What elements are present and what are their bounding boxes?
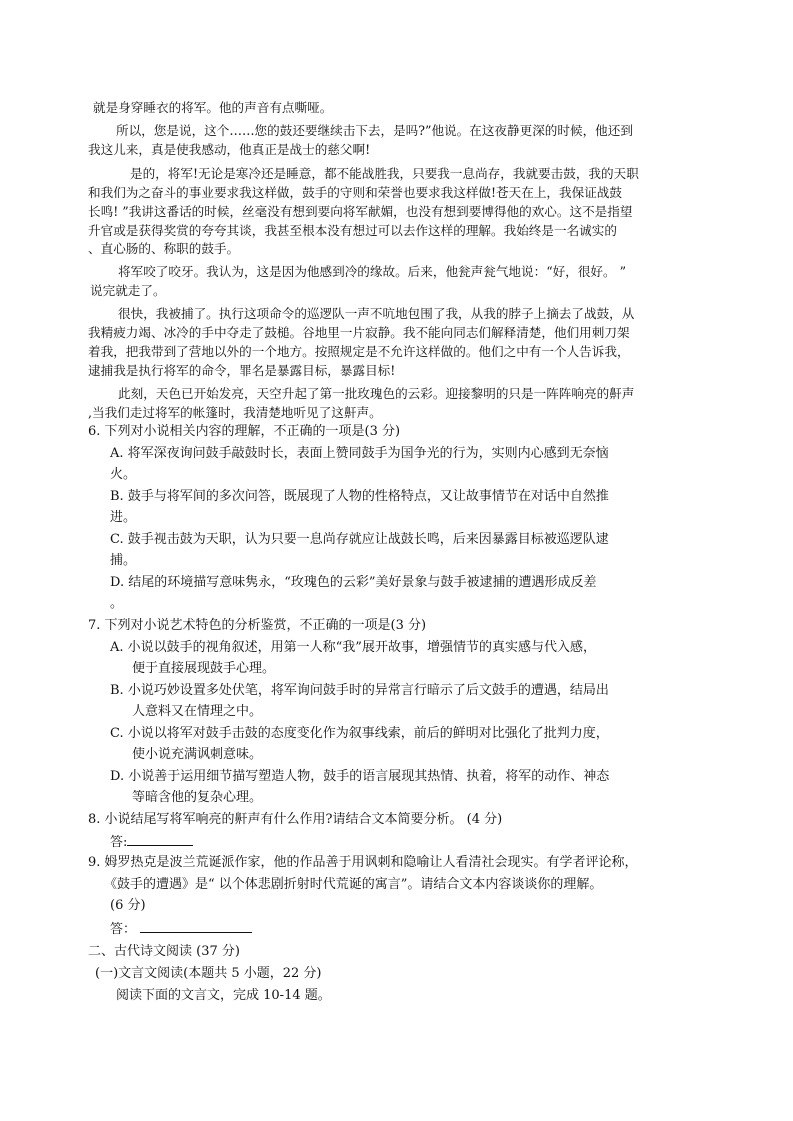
passage-line: 就是身穿睡衣的将军。他的声音有点嘶哑。 <box>93 100 333 115</box>
subsection-title: (一)文言文阅读(本题共 5 小题，22 分) <box>95 966 322 981</box>
q6-option-c: C. 鼓手视击鼓为天职，认为只要一息尚存就应让战鼓长鸣，后来因暴露目标被巡逻队逮 <box>110 532 609 547</box>
passage-line: 我这儿来，真是使我感动，他真正是战士的慈父啊! <box>88 142 371 157</box>
passage-line: 我精疲力竭、冰冷的手中夺走了鼓槌。谷地里一片寂静。我不能向同志们解释清楚，他们用刺刀架 <box>88 325 630 340</box>
q6-option-b: B. 鼓手与将军间的多次问答，既展现了人物的性格特点，又让故事情节在对话中自然推 <box>110 489 609 504</box>
q6-option-c-cont: 捕。 <box>110 553 137 568</box>
passage-line: 升官或是获得奖赏的夸夸其谈，我甚至根本没有想过可以去作这样的理解。我始终是一名诚实的 <box>88 223 617 238</box>
answer-blank[interactable] <box>140 918 252 933</box>
question-9-stem-cont: 《鼓手的遭遇》是“ 以个体悲剧折射时代荒诞的寓言”。请结合文本内容谈谈你的理解。 <box>104 877 603 892</box>
passage-line: ,当我们走过将军的帐篷时，我清楚地听见了这鼾声。 <box>88 405 382 420</box>
q7-option-c: C. 小说以将军对鼓手击鼓的态度变化作为叙事线索，前后的鲜明对比强化了批判力度， <box>110 726 609 741</box>
answer-blank[interactable] <box>127 831 193 846</box>
passage-line: 说完就走了。 <box>90 283 166 298</box>
question-6-stem: 6. 下列对小说相关内容的理解，不正确的一项是(3 分) <box>88 424 401 439</box>
q8-answer-line[interactable] <box>110 831 193 853</box>
q7-option-b-cont: 人意料又在情理之中。 <box>132 704 263 719</box>
section-title: 二、古代诗文阅读 (37 分) <box>88 944 240 959</box>
q7-option-a-cont: 便于直接展现鼓手心理。 <box>132 661 276 676</box>
q6-option-d-cont: 。 <box>110 596 124 611</box>
passage-line: 所以，您是说，这个……您的鼓还要继续击下去，是吗?”他说。在这夜静更深的时候，他还到 <box>116 123 633 138</box>
q7-option-b: B. 小说巧妙设置多处伏笔，将军询问鼓手时的异常言行暗示了后文鼓手的遭遇，结局出 <box>110 683 609 698</box>
answer-label: 答： <box>110 922 137 937</box>
q6-option-d: D. 结尾的环境描写意味隽永，“玫瑰色的云彩”美好景象与鼓手被逮捕的遭遇形成反差 <box>110 575 597 590</box>
answer-label: 答: <box>110 835 128 850</box>
q7-option-d-cont: 等暗含他的复杂心理。 <box>132 790 263 805</box>
question-9-stem: 9. 姆罗热克是波兰荒诞派作家，他的作品善于用讽刺和隐喻让人看清社会现实。有学者评论称， <box>88 855 638 870</box>
question-9-score: (6 分) <box>110 898 146 913</box>
passage-line: 和我们为之奋斗的事业要求我这样做，鼓手的守则和荣誉也要求我这样做!苍天在上，我保证战鼓 <box>88 185 622 200</box>
q7-option-a: A. 小说以鼓手的视角叙述，用第一人称“我”展开故事，增强情节的真实感与代入感， <box>110 640 596 655</box>
q7-option-d: D. 小说善于运用细节描写塑造人物，鼓手的语言展现其热情、执着，将军的动作、神态 <box>110 769 610 784</box>
question-7-stem: 7. 下列对小说艺术特色的分析鉴赏，不正确的一项是(3 分) <box>88 618 427 633</box>
q6-option-a: A. 将军深夜询问鼓手敲鼓时长，表面上赞同鼓手为国争光的行为，实则内心感到无奈恼 <box>110 446 609 461</box>
passage-line: 很快，我被捕了。执行这项命令的巡逻队一声不吭地包围了我，从我的脖子上摘去了战鼓，从 <box>118 306 635 321</box>
passage-line: 是的，将军!无论是寒冷还是睡意，都不能战胜我，只要我一息尚存，我就要击鼓，我的天职 <box>130 166 639 181</box>
passage-line: 长鸣! ”我讲这番话的时候，丝毫没有想到要向将军献媚，也没有想到要博得他的欢心。这不是指望 <box>88 204 633 219</box>
passage-line: 、直心肠的、称职的鼓手。 <box>88 241 240 256</box>
passage-line: 此刻，天色已开始发亮，天空升起了第一批玫瑰色的云彩。迎接黎明的只是一阵阵响亮的鼾声 <box>118 386 635 401</box>
question-8-stem: 8. 小说结尾写将军响亮的鼾声有什么作用?请结合文本简要分析。 (4 分) <box>88 812 503 827</box>
passage-line: 着我，把我带到了营地以外的一个地方。按照规定是不允许这样做的。他们之中有一个人告诉我， <box>88 344 630 359</box>
q7-option-c-cont: 使小说充满讽刺意味。 <box>132 747 263 762</box>
passage-line: 将军咬了咬牙。我认为，这是因为他感到冷的缘故。后来，他瓮声瓮气地说：“好，很好。 ” <box>118 264 627 279</box>
q9-answer-line[interactable] <box>110 918 252 940</box>
q6-option-a-cont: 火。 <box>110 467 137 482</box>
q6-option-b-cont: 进。 <box>110 510 137 525</box>
passage-line: 逮捕我是执行将军的命令，罪名是暴露目标，暴露目标! <box>88 363 396 378</box>
section-instruction: 阅读下面的文言文，完成 10-14 题。 <box>116 988 331 1003</box>
